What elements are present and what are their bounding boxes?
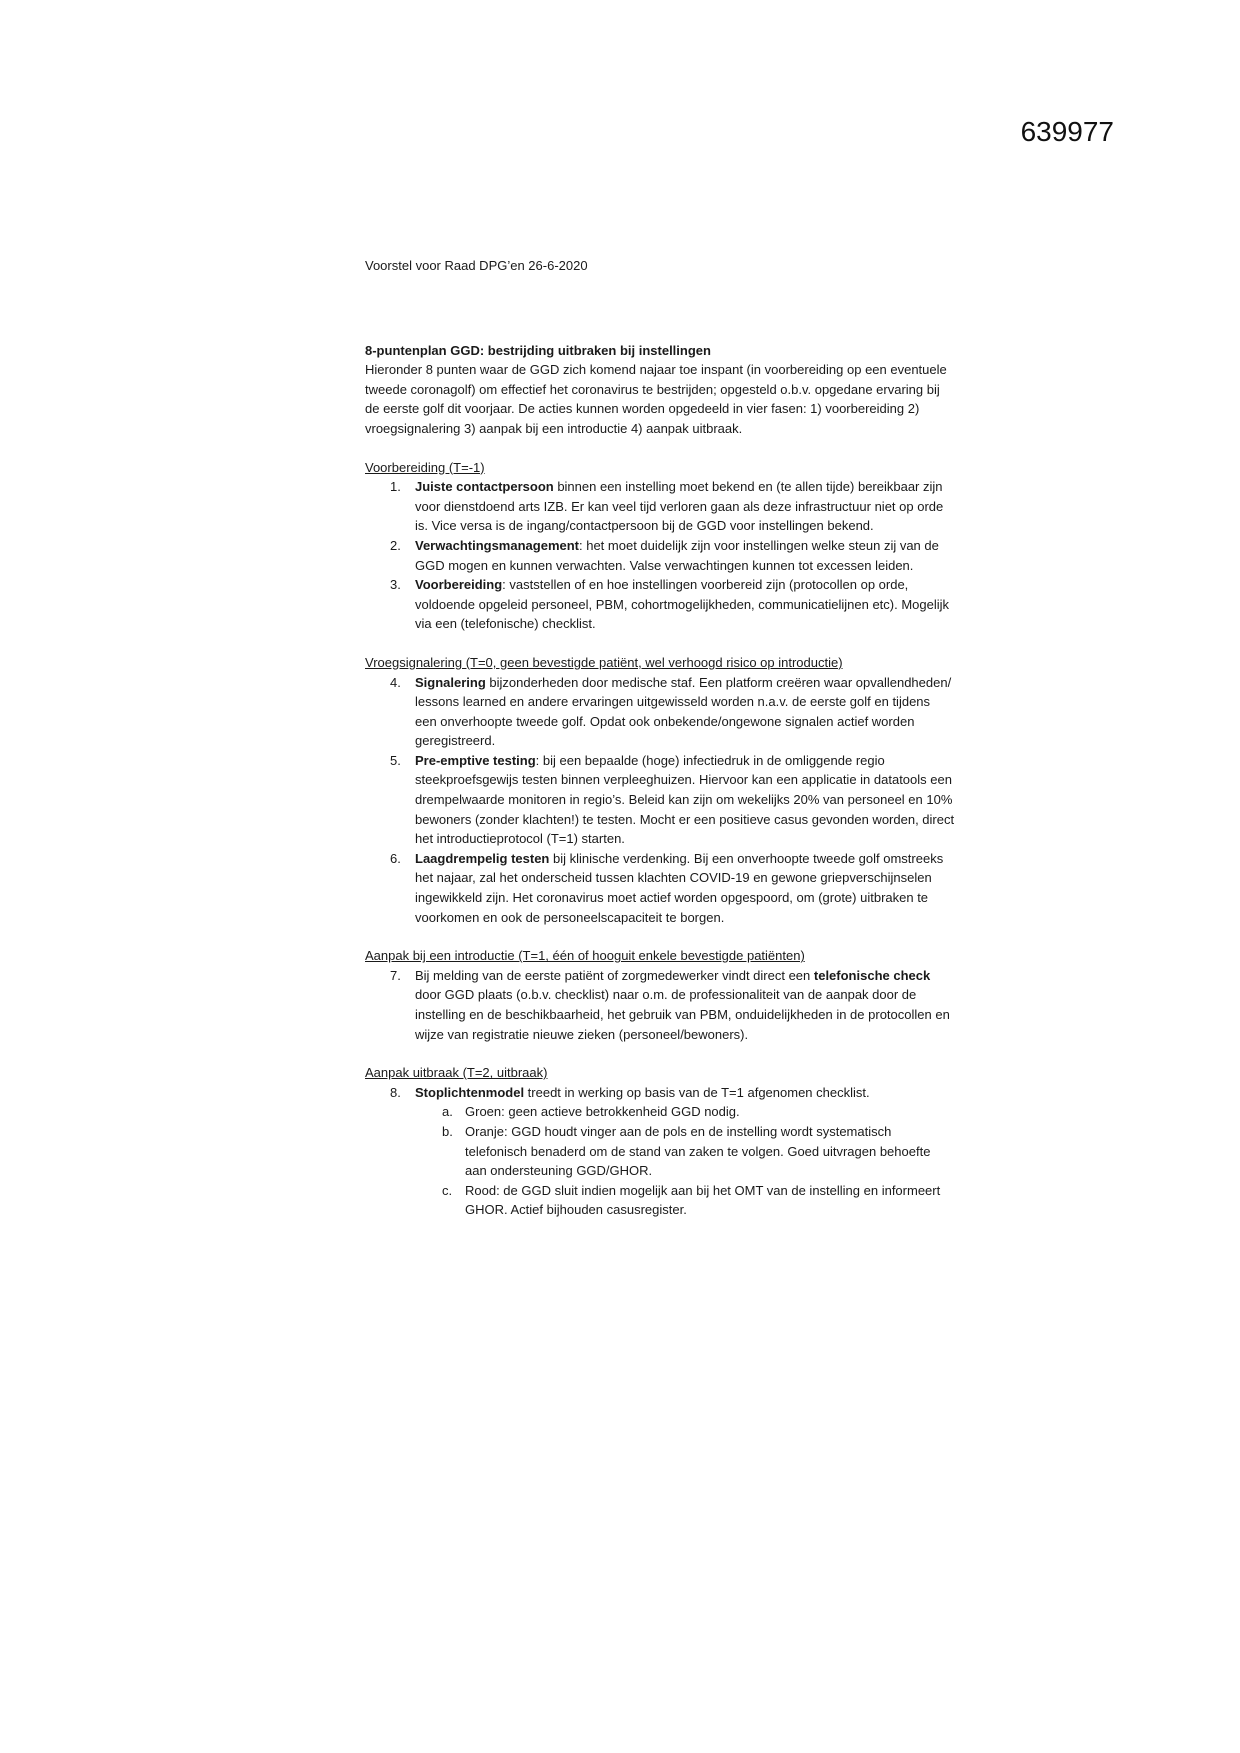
point-list xyxy=(365,966,955,1044)
item-keyword: Verwachtingsmanagement xyxy=(415,537,579,553)
section-heading-aanpak-introductie: Aanpak bij een introductie (T=1, één of hooguit enkele bevestigde patiënten) xyxy=(365,948,805,964)
point-list xyxy=(365,673,955,928)
sub-list-item xyxy=(415,1181,955,1220)
sub-list-item xyxy=(415,1122,955,1181)
item-number: 1. xyxy=(390,479,401,495)
list-item xyxy=(365,536,955,575)
sub-item-letter: b. xyxy=(442,1123,453,1139)
item-number: 2. xyxy=(390,537,401,553)
item-text: : bij een bepaalde (hoge) infectiedruk in de omliggende regio steekproefsgewijs testen binnen verpleeghuizen. Hiervoor kan een applicatie in datatools een drempelwaarde monitoren in regio’s. Beleid kan zijn om wekelijks 20% van personeel en 10% bewoners (zonder klachten!) te testen. Mocht er een positieve casus gevonden worden, direct het introductieprotocol (T=1) starten. xyxy=(415,752,955,847)
item-text: bij klinische verdenking. Bij een onverhoopte tweede golf omstreeks het najaar, zal het onderscheid tussen klachten COVID-19 en gewone griepverschijnselen ingewikkeld zijn. Het coronavirus moet actief worden opgespoord, om (grote) uitbraken te voorkomen en ook de personeelscapaciteit te borgen. xyxy=(415,850,944,925)
list-item xyxy=(365,673,955,751)
item-number: 4. xyxy=(390,674,401,690)
item-number: 8. xyxy=(390,1084,401,1100)
item-text: : vaststellen of en hoe instellingen voorbereid zijn (protocollen op orde, voldoende opgeleid personeel, PBM, cohortmogelijkheden, communicatielijnen etc). Mogelijk via een (telefonische) checklist. xyxy=(415,577,950,632)
item-keyword: Pre-emptive testing xyxy=(415,752,536,768)
item-keyword: Signalering xyxy=(415,674,486,690)
item-text: binnen een instelling moet bekend en (te allen tijde) bereikbaar zijn voor dienstdoend arts IZB. Er kan veel tijd verloren gaan als deze infrastructuur niet op orde is. Vice versa is de ingang/contactpersoon bij de GGD voor instellingen bekend. xyxy=(415,479,944,534)
list-item xyxy=(365,751,955,849)
sub-list xyxy=(415,1102,955,1220)
item-keyword: Voorbereiding xyxy=(415,577,503,593)
document-number: 639977 xyxy=(1020,116,1114,147)
point-list xyxy=(365,1083,955,1220)
list-item xyxy=(365,477,955,536)
item-text: treedt in werking op basis van de T=1 afgenomen checklist. xyxy=(524,1084,870,1100)
section-heading-vroegsignalering: Vroegsignalering (T=0, geen bevestigde patiënt, wel verhoogd risico op introductie) xyxy=(365,654,843,670)
item-keyword: Stoplichtenmodel xyxy=(415,1084,525,1100)
item-number: 5. xyxy=(390,752,401,768)
item-number: 6. xyxy=(390,850,401,866)
sub-item-letter: c. xyxy=(442,1182,453,1198)
sub-item-text: Oranje: GGD houdt vinger aan de pols en de instelling wordt systematisch telefonisch benaderd om de stand van zaken te volgen. Goed uitvragen behoefte aan ondersteuning GGD/GHOR. xyxy=(465,1123,931,1179)
item-number: 3. xyxy=(390,577,401,593)
sub-item-text: Groen: geen actieve betrokkenheid GGD nodig. xyxy=(465,1104,740,1120)
sub-item-letter: a. xyxy=(442,1104,453,1120)
item-text: : het moet duidelijk zijn voor instellingen welke steun zij van de GGD mogen en kunnen verwachten. Valse verwachtingen kunnen tot excessen leiden. xyxy=(415,537,939,573)
section-heading-aanpak-uitbraak: Aanpak uitbraak (T=2, uitbraak) xyxy=(365,1065,548,1081)
point-list xyxy=(365,477,955,634)
item-text: Bij melding van de eerste patiënt of zorgmedewerker vindt direct een xyxy=(415,967,814,983)
list-item xyxy=(365,966,955,1044)
sub-list-item xyxy=(415,1102,955,1122)
item-text: bijzonderheden door medische staf. Een platform creëren waar opvallendheden/ lessons learned en andere ervaringen uitgewisseld worden n.a.v. de eerste golf en tijdens een onverhoopte tweede golf. Opdat ook onbekende/ongewone signalen actief worden geregistreerd. xyxy=(415,674,952,749)
list-item xyxy=(365,575,955,634)
item-keyword: Juiste contactpersoon xyxy=(415,479,554,495)
intro-paragraph: Hieronder 8 punten waar de GGD zich komend najaar toe inspant (in voorbereiding op een eventuele tweede coronagolf) om effectief het coronavirus te bestrijden; opgesteld o.b.v. opgedane ervaring bij de eerste golf dit voorjaar. De acties kunnen worden opgedeeld in vier fasen: 1) voorbereiding 2) vroegsignalering 3) aanpak bij een introductie 4) aanpak uitbraak. xyxy=(365,362,947,436)
document-body xyxy=(365,256,955,1220)
document-subtitle: Voorstel voor Raad DPG’en 26-6-2020 xyxy=(365,258,588,273)
item-keyword: Laagdrempelig testen xyxy=(415,850,550,866)
section-heading-voorbereiding: Voorbereiding (T=-1) xyxy=(365,459,485,475)
item-number: 7. xyxy=(390,967,401,983)
item-text: door GGD plaats (o.b.v. checklist) naar o.m. de professionaliteit van de aanpak door de instelling en de beschikbaarheid, het gebruik van PBM, onduidelijkheden in de protocollen en wijze van registratie nieuwe zieken (personeel/bewoners). xyxy=(415,987,950,1042)
item-keyword: telefonische check xyxy=(813,967,931,983)
list-item xyxy=(365,849,955,927)
sub-item-text: Rood: de GGD sluit indien mogelijk aan bij het OMT van de instelling en informeert GHOR. Actief bijhouden casusregister. xyxy=(465,1182,941,1218)
document-title: 8-puntenplan GGD: bestrijding uitbraken bij instellingen xyxy=(365,342,711,358)
list-item xyxy=(365,1083,955,1220)
